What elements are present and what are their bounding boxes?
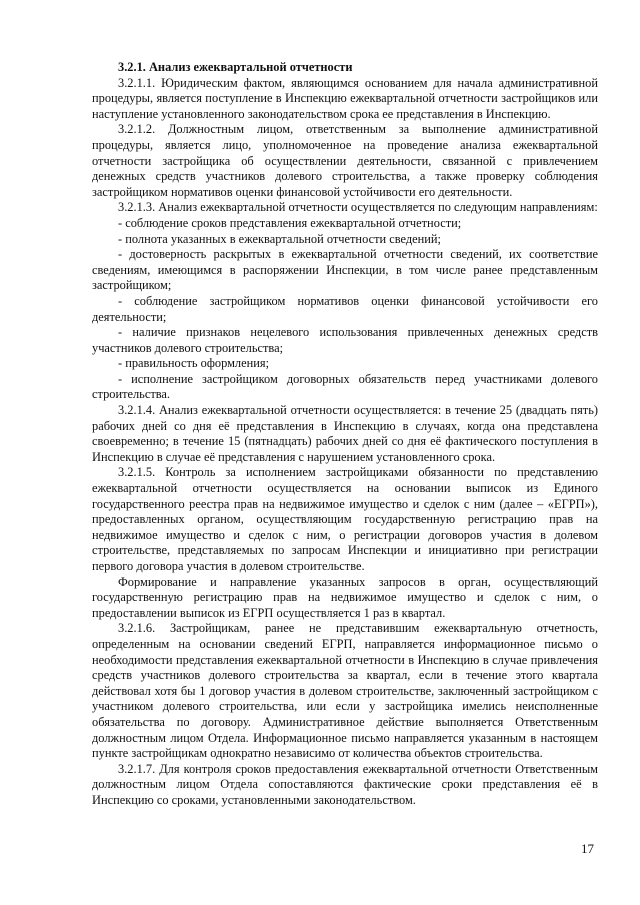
paragraph-3-2-1-5: 3.2.1.5. Контроль за исполнением застройщиками обязанности по представлению ежеквартальной отчетности осуществляется на основании выписок из Единого государственного реестра прав на недвижимое имущество и сделок с ним (далее – «ЕГРП»), предоставленных органом, осуществляющим государственную регистрацию прав на недвижимое имущество и сделок с ним, о регистрации договоров участия в долевом строительстве, представляемых по запросам Инспекции и инициативно при регистрации первого договора участия в долевом строительстве. (92, 465, 598, 573)
paragraph-3-2-1-2: 3.2.1.2. Должностным лицом, ответственным за выполнение административной процедуры, является лицо, уполномоченное на проведение анализа ежеквартальной отчетности застройщика об осуществлении деятельности, связанной с привлечением денежных средств участников долевого строительства, а также проверку соблюдения застройщиком нормативов оценки финансовой устойчивости его деятельности. (92, 122, 598, 199)
paragraph-3-2-1-4: 3.2.1.4. Анализ ежеквартальной отчетности осуществляется: в течение 25 (двадцать пять) рабочих дней со дня её представления в Инспекцию в случаях, когда она представлена своевременно; в течение 15 (пятнадцать) рабочих дней со дня её фактического поступления в Инспекцию в случае её представления с нарушением установленного срока. (92, 403, 598, 464)
paragraph-3-2-1-3: 3.2.1.3. Анализ ежеквартальной отчетности осуществляется по следующим направлениям: (118, 200, 598, 215)
list-item: - исполнение застройщиком договорных обязательств перед участниками долевого строительства. (92, 371, 598, 402)
list-item: - наличие признаков нецелевого использования привлеченных денежных средств участников долевого строительства; (92, 325, 598, 355)
paragraph-3-2-1-6: 3.2.1.6. Застройщикам, ранее не представившим ежеквартальную отчетность, определенным на основании сведений ЕГРП, направляется информационное письмо о необходимости представления ежеквартальной отчетности в Инспекцию в случае привлечения средств участников долевого строительства за квартал, если в течение этого квартала действовал хотя бы 1 договор участия в долевом строительстве, заключенный застройщиком с участником долевого строительства, или если у застройщика имелись неисполненные обязательства по договору. Административное действие выполняется Ответственным должностным лицом Отдела. Информационное письмо направляется указанным в настоящем пункте застройщикам однократно независимо от количества объектов строительства. (92, 621, 598, 761)
list-item: - соблюдение застройщиком нормативов оценки финансовой устойчивости его деятельности; (92, 293, 598, 324)
paragraph-requests: Формирование и направление указанных запросов в орган, осуществляющий государственную регистрацию прав на недвижимое имущество и сделок с ним, о предоставлении выписок из ЕГРП осуществляется 1 раз в квартал. (92, 574, 598, 620)
paragraph-3-2-1-1: 3.2.1.1. Юридическим фактом, являющимся основанием для начала административной процедуры, является поступление в Инспекцию ежеквартальной отчетности застройщиков или наступление установленного законодательством срока ее представления в Инспекцию. (92, 75, 598, 121)
list-item: - достоверность раскрытых в ежеквартальной отчетности сведений, их соответствие сведениям, имеющимся в распоряжении Инспекции, в том числе ранее представленным застройщиком; (92, 247, 598, 293)
list-item: - соблюдение сроков представления ежеквартальной отчетности; (118, 215, 462, 230)
section-heading: 3.2.1. Анализ ежеквартальной отчетности (118, 60, 353, 74)
list-item: - правильность оформления; (118, 356, 270, 371)
paragraph-3-2-1-7: 3.2.1.7. Для контроля сроков предоставления ежеквартальной отчетности Ответственным должностным лицом Отдела сопоставляются фактические сроки представления её в Инспекцию со сроками, установленными законодательством. (92, 761, 598, 807)
page-number: 17 (581, 841, 594, 856)
document-body (92, 60, 598, 809)
list-item: - полнота указанных в ежеквартальной отчетности сведений; (118, 231, 441, 246)
